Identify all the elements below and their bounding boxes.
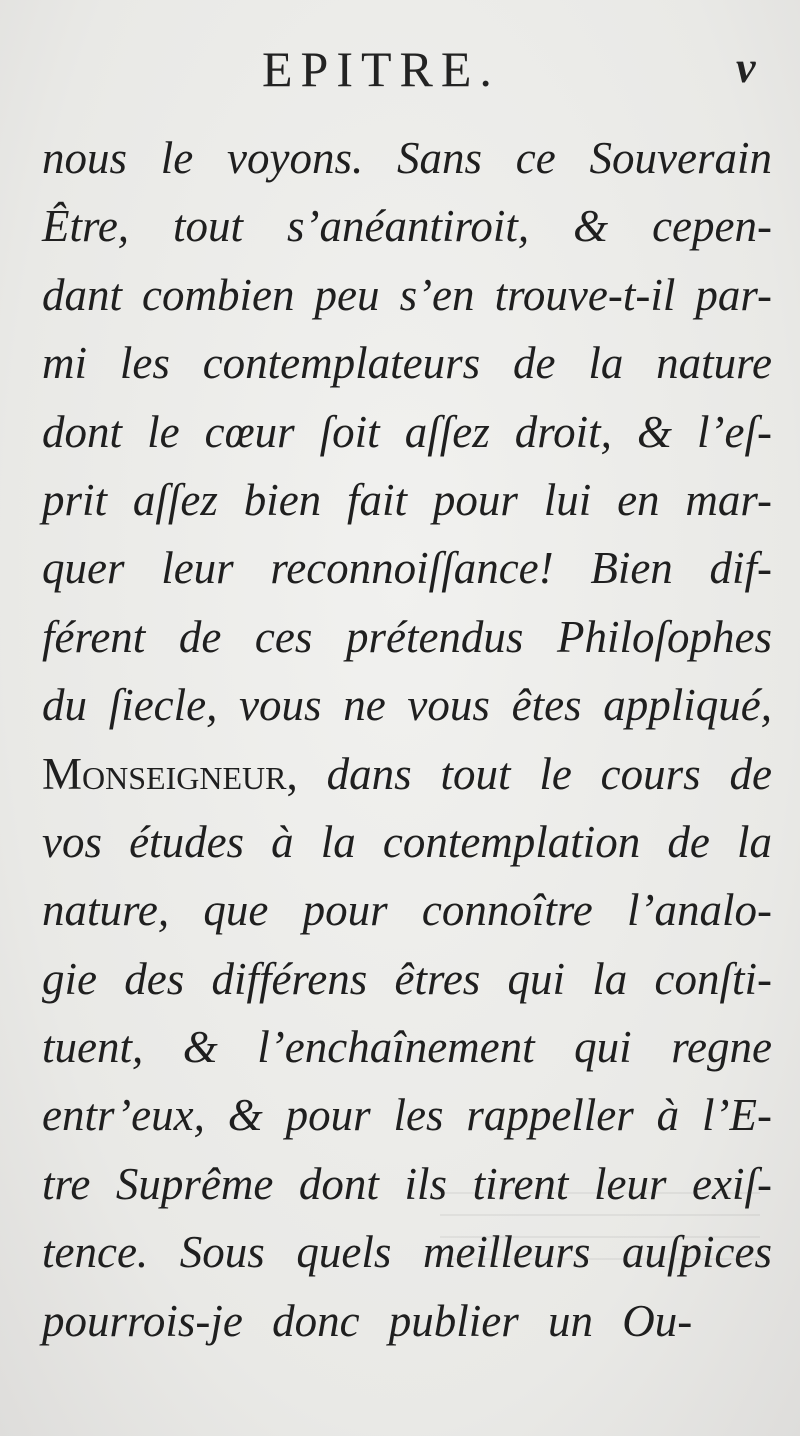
text-line: vos études à la contemplation de la xyxy=(42,816,772,867)
body-text xyxy=(42,124,772,1355)
text-line: prit aſſez bien fait pour lui en mar- xyxy=(42,474,772,525)
text-line: pourrois-je donc publier un Ou- xyxy=(42,1295,693,1346)
running-title: EPITRE. xyxy=(262,41,500,97)
text-line: quer leur reconnoiſſance! Bien dif- xyxy=(42,543,772,594)
address-line xyxy=(42,740,772,808)
text-line: dant combien peu s’en trouve-t-il par- xyxy=(42,269,772,320)
text-line: mi les contemplateurs de la nature xyxy=(42,338,772,389)
running-head xyxy=(0,34,800,104)
address-rest: dans tout le cours de xyxy=(326,748,773,799)
text-line: Être, tout s’anéantiroit, & cepen- xyxy=(42,201,772,252)
text-line: dont le cœur ſoit aſſez droit, & l’eſ- xyxy=(42,406,772,457)
text-line: férent de ces prétendus Philoſophes xyxy=(42,611,772,662)
show-through-bleed xyxy=(440,1180,760,1260)
text-line: du ſiecle, vous ne vous êtes appliqué, xyxy=(42,680,772,731)
address-title: Monseigneur, xyxy=(42,748,298,799)
text-line: entr’eux, & pour les rappeller à l’E- xyxy=(42,1090,772,1141)
page-number: v xyxy=(736,43,756,92)
text-line: tence. Sous quels meilleurs auſpices xyxy=(42,1227,772,1278)
text-line: tre Suprême dont ils tirent leur exiſ- xyxy=(42,1158,772,1209)
text-line: nature, que pour connoître l’analo- xyxy=(42,885,772,936)
text-line: tuent, & l’enchaînement qui regne xyxy=(42,1022,772,1073)
text-line: nous le voyons. Sans ce Souverain xyxy=(42,133,772,183)
text-line: gie des différens êtres qui la conſti- xyxy=(42,953,772,1004)
